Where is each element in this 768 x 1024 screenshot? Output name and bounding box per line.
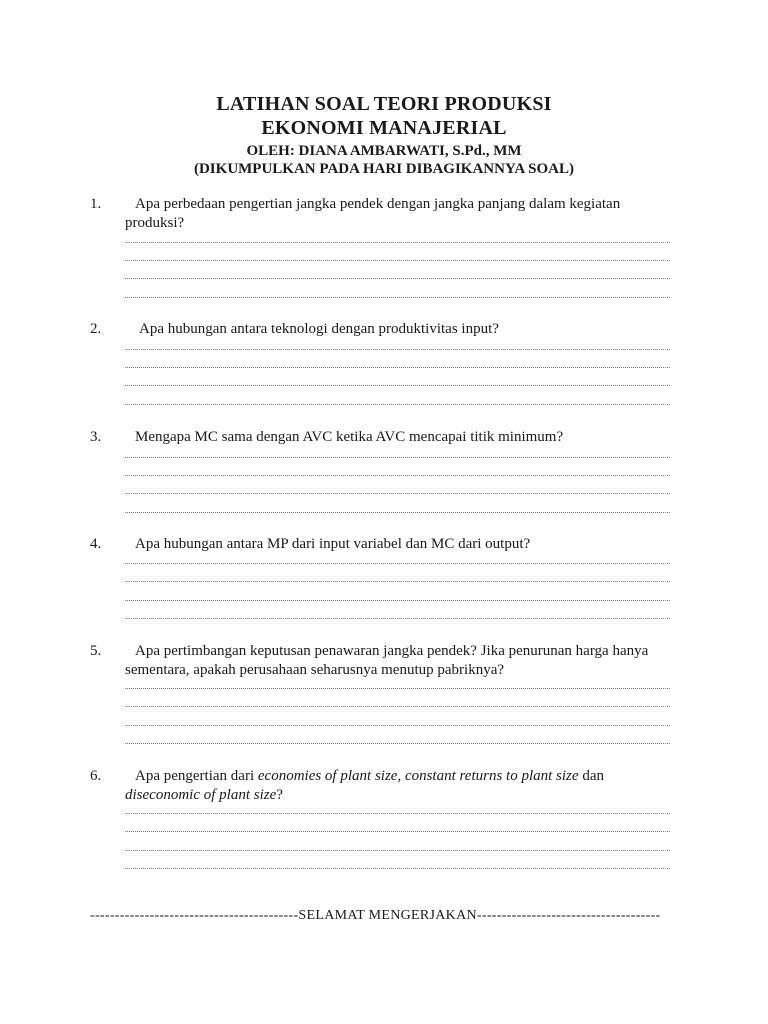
question-number: 1. xyxy=(90,196,102,212)
answer-line[interactable] xyxy=(125,367,670,368)
answer-line[interactable] xyxy=(125,260,670,261)
answer-line[interactable] xyxy=(125,563,670,564)
answer-line[interactable] xyxy=(125,512,670,513)
question-text-line-1: Apa perbedaan pengertian jangka pendek dengan jangka panjang dalam kegiatan xyxy=(135,196,621,212)
answer-line[interactable] xyxy=(125,831,670,832)
question-text-line-1: Apa hubungan antara teknologi dengan produktivitas input? xyxy=(139,321,499,337)
question-text xyxy=(125,642,670,680)
answer-line[interactable] xyxy=(125,688,670,689)
question-text-line-1-end: dan xyxy=(578,768,604,784)
author-line: OLEH: DIANA AMBARWATI, S.Pd., MM xyxy=(246,143,522,159)
question-term-italic: diseconomic of plant size xyxy=(125,787,277,803)
submission-note: (DIKUMPULKAN PADA HARI DIBAGIKANNYA SOAL) xyxy=(193,161,575,177)
question-term-italic: economies of plant size, constant returns to plant size xyxy=(257,768,579,784)
question-text xyxy=(125,320,670,339)
question-mark: ? xyxy=(276,787,283,803)
question-text-line-1: Apa hubungan antara MP dari input variabel dan MC dari output? xyxy=(135,536,531,552)
answer-line[interactable] xyxy=(125,475,670,476)
answer-line[interactable] xyxy=(125,743,670,744)
question-number: 5. xyxy=(90,643,102,659)
worksheet-header xyxy=(0,92,768,178)
answer-line[interactable] xyxy=(125,457,670,458)
question-number: 6. xyxy=(90,768,102,784)
question-number: 3. xyxy=(90,429,102,445)
question-text xyxy=(125,535,670,554)
answer-line[interactable] xyxy=(125,278,670,279)
answer-line[interactable] xyxy=(125,493,670,494)
answer-line[interactable] xyxy=(125,813,670,814)
question-text-line-1-start: Apa pengertian dari xyxy=(135,768,258,784)
question-number: 4. xyxy=(90,536,102,552)
question-text-line-1: Apa pertimbangan keputusan penawaran jangka pendek? Jika penurunan harga hanya xyxy=(135,643,649,659)
answer-line[interactable] xyxy=(125,404,670,405)
question-text xyxy=(125,767,670,805)
answer-line[interactable] xyxy=(125,242,670,243)
answer-line[interactable] xyxy=(125,618,670,619)
question-text xyxy=(125,428,670,447)
question-text-line-1: Mengapa MC sama dengan AVC ketika AVC mencapai titik minimum? xyxy=(135,429,564,445)
title-line-2: EKONOMI MANAJERIAL xyxy=(261,117,507,139)
answer-line[interactable] xyxy=(125,706,670,707)
closing-line: ------------------------------------------SELAMAT MENGERJAKAN------------------------------------- xyxy=(90,908,661,923)
title-line-1: LATIHAN SOAL TEORI PRODUKSI xyxy=(216,93,552,115)
answer-line[interactable] xyxy=(125,850,670,851)
question-text-line-2: sementara, apakah perusahaan seharusnya menutup pabriknya? xyxy=(125,662,505,678)
answer-line[interactable] xyxy=(125,297,670,298)
answer-line[interactable] xyxy=(125,725,670,726)
answer-line[interactable] xyxy=(125,581,670,582)
answer-line[interactable] xyxy=(125,600,670,601)
question-text xyxy=(125,195,670,233)
answer-line[interactable] xyxy=(125,385,670,386)
answer-line[interactable] xyxy=(125,868,670,869)
question-number: 2. xyxy=(90,321,102,337)
answer-line[interactable] xyxy=(125,349,670,350)
question-text-line-2: produksi? xyxy=(125,215,185,231)
